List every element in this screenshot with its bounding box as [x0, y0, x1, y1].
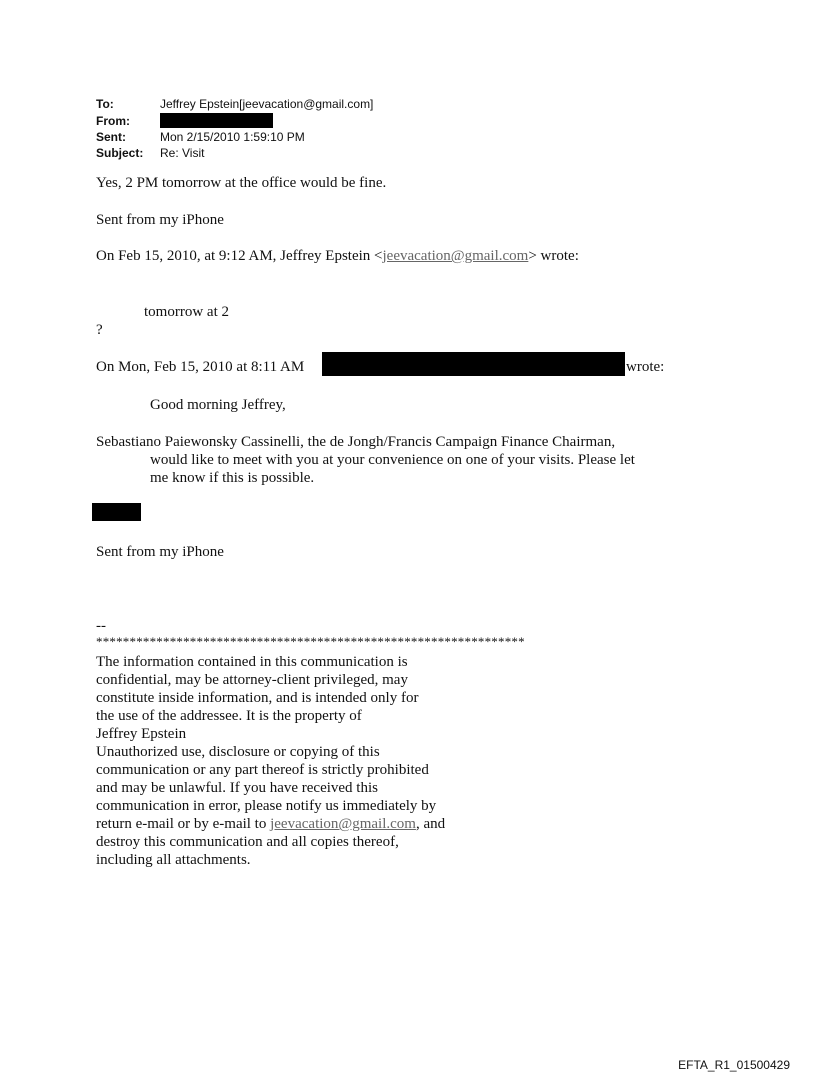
sender-redaction — [322, 352, 625, 376]
quote1-question-mark: ? — [96, 322, 103, 338]
quote1-attribution-suffix: > wrote: — [528, 248, 579, 264]
quote2-attribution-suffix: wrote: — [626, 359, 665, 375]
disclaimer-return-suffix: , and — [415, 816, 446, 832]
disclaimer-line: The information contained in this communication is — [96, 654, 408, 670]
quote1-attribution — [96, 247, 579, 265]
disclaimer-line: Jeffrey Epstein — [96, 726, 187, 742]
quote1-email-link[interactable]: jeevacation@gmail.com — [382, 248, 529, 264]
disclaimer-line: and may be unlawful. If you have received this — [96, 780, 378, 796]
quote1-attribution-prefix: On Feb 15, 2010, at 9:12 AM, Jeffrey Epstein < — [96, 248, 383, 264]
to-value: Jeffrey Epstein[jeevacation@gmail.com] — [160, 97, 374, 111]
signature-redaction — [92, 503, 141, 521]
reply-line: Yes, 2 PM tomorrow at the office would be fine. — [96, 175, 387, 191]
disclaimer-line: constitute inside information, and is intended only for — [96, 690, 419, 706]
disclaimer-line: confidential, may be attorney-client privileged, may — [96, 672, 408, 688]
reply-signature: Sent from my iPhone — [96, 212, 224, 228]
disclaimer-line: destroy this communication and all copies thereof, — [96, 834, 399, 850]
disclaimer-return-prefix: return e-mail or by e-mail to — [96, 816, 271, 832]
quote2-body-line3: me know if this is possible. — [150, 470, 315, 486]
disclaimer-line: Unauthorized use, disclosure or copying of this — [96, 744, 380, 760]
disclaimer-line: communication in error, please notify us immediately by — [96, 798, 437, 814]
quote2-greeting: Good morning Jeffrey, — [150, 397, 286, 413]
from-label: From: — [96, 114, 130, 128]
disclaimer-line: the use of the addressee. It is the property of — [96, 708, 362, 724]
quote2-body-line1: Sebastiano Paiewonsky Cassinelli, the de Jongh/Francis Campaign Finance Chairman, — [96, 434, 616, 450]
from-redaction — [160, 113, 273, 128]
quote2-body-line2: would like to meet with you at your convenience on one of your visits. Please let — [150, 452, 635, 468]
quote2-signature: Sent from my iPhone — [96, 544, 224, 560]
disclaimer-email-link[interactable]: jeevacation@gmail.com — [270, 816, 416, 832]
document-id: EFTA_R1_01500429 — [678, 1058, 790, 1072]
to-label: To: — [96, 97, 114, 111]
sent-value: Mon 2/15/2010 1:59:10 PM — [160, 130, 305, 144]
disclaimer-return-line — [96, 815, 445, 833]
quote1-body: tomorrow at 2 — [144, 304, 229, 320]
subject-label: Subject: — [96, 146, 144, 160]
disclaimer-line: including all attachments. — [96, 852, 251, 868]
disclaimer-line: communication or any part thereof is strictly prohibited — [96, 762, 429, 778]
quote2-attribution-prefix: On Mon, Feb 15, 2010 at 8:11 AM — [96, 359, 305, 375]
disclaimer-dashes: -- — [96, 618, 106, 634]
disclaimer-block — [96, 653, 445, 869]
sent-label: Sent: — [96, 130, 126, 144]
disclaimer-stars: **************************************************************** — [96, 634, 525, 649]
subject-value: Re: Visit — [160, 146, 205, 160]
